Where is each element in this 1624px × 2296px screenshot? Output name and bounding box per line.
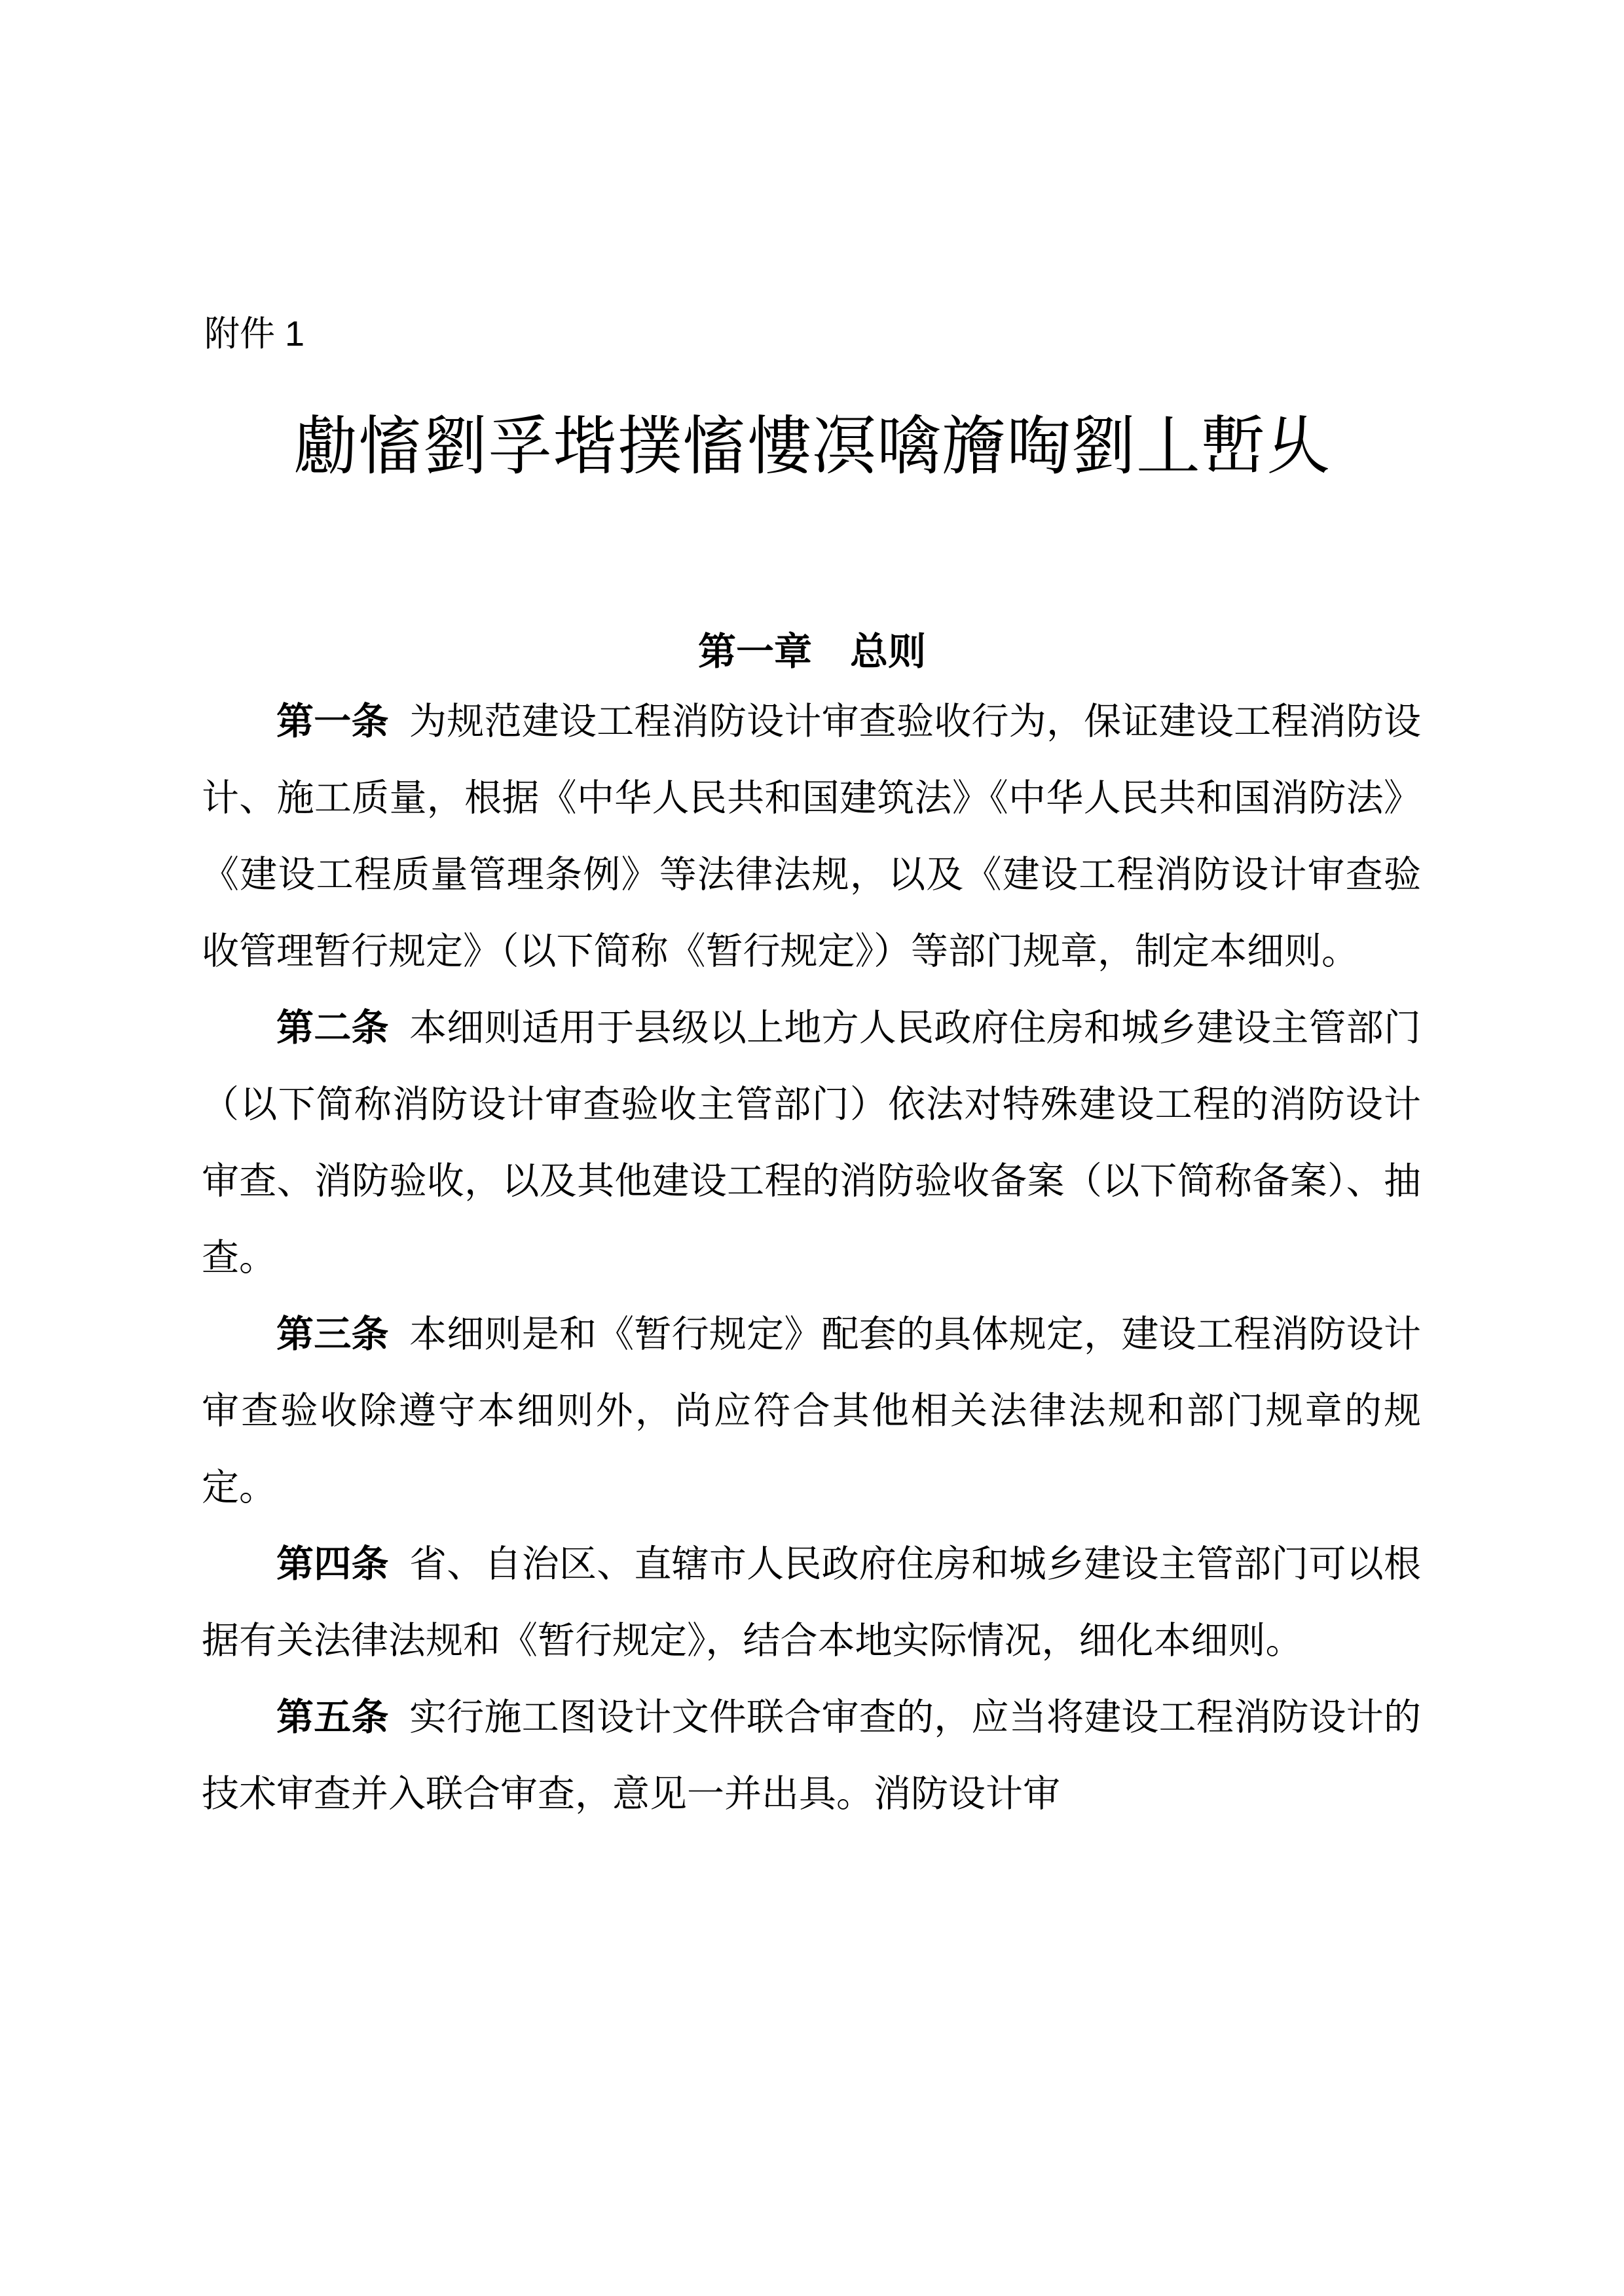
article-paragraph-3 (202, 1296, 1421, 1526)
document-body (202, 683, 1421, 1832)
attachment-label: 附件 1 (204, 314, 305, 354)
article-text: 为规范建设工程消防设计审查验收行为，保证建设工程消防设计、施工质量，根据《中华人民共和国建筑法》《中华人民共和国消防法》《建设工程质量管理条例》等法律法规，以及《建设工程消防设计审查验收管理暂行规定》（以下简称《暂行规定》）等部门规章，制定本细则。 (202, 701, 1422, 972)
article-paragraph-1 (202, 683, 1421, 990)
article-paragraph-2 (202, 990, 1421, 1296)
article-text: 省、自治区、直辖市人民政府住房和城乡建设主管部门可以根据有关法律法规和《暂行规定》，结合本地实际情况，细化本细则。 (202, 1544, 1422, 1662)
article-paragraph-5 (202, 1679, 1421, 1832)
article-number: 第五条 (276, 1697, 389, 1738)
article-text: 实行施工图设计文件联合审查的，应当将建设工程消防设计的技术审查并入联合审查，意见一并出具。消防设计审 (202, 1697, 1422, 1815)
article-paragraph-4 (202, 1526, 1421, 1679)
document-title: 勴慉劉孚堦撲慉慺凕噙旝啕劉丄㟻乆 (293, 412, 1331, 483)
article-number: 第四条 (276, 1544, 389, 1585)
article-number: 第三条 (276, 1314, 389, 1355)
chapter-heading: 第一章 总则 (697, 630, 926, 673)
article-number: 第一条 (276, 701, 389, 742)
article-text: 本细则适用于县级以上地方人民政府住房和城乡建设主管部门（以下简称消防设计审查验收主管部门）依法对特殊建设工程的消防设计审查、消防验收，以及其他建设工程的消防验收备案（以下简称备案）、抽查。 (202, 1008, 1422, 1279)
article-text: 本细则是和《暂行规定》配套的具体规定，建设工程消防设计审查验收除遵守本细则外，尚应符合其他相关法律法规和部门规章的规定。 (202, 1314, 1422, 1508)
article-number: 第二条 (276, 1008, 389, 1049)
